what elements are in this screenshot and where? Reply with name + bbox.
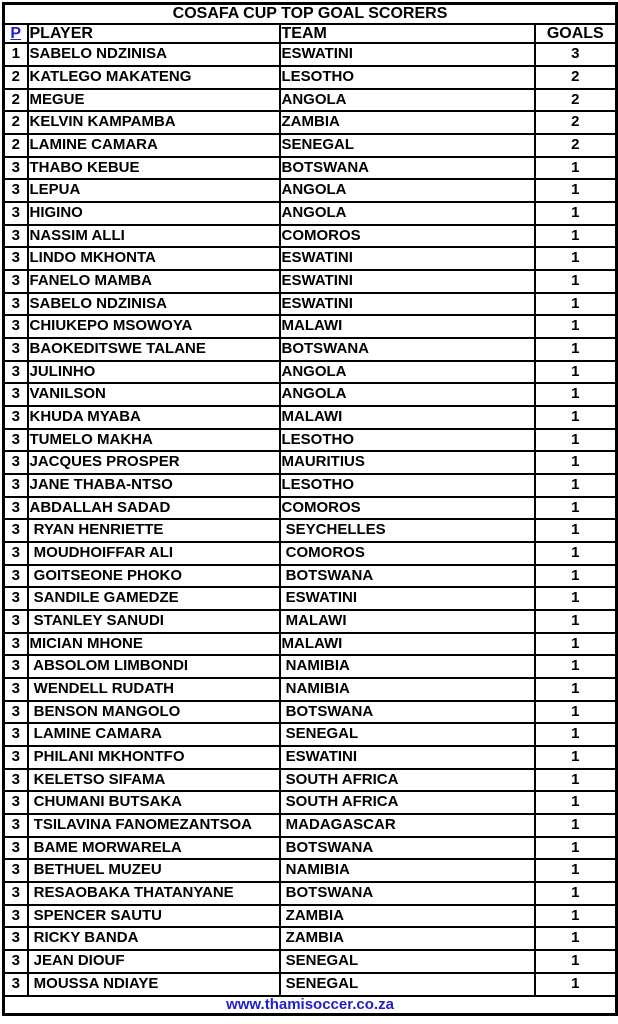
player-cell: PHILANI MKHONTFO [28,746,280,769]
position-cell: 3 [4,678,28,701]
team-cell: ANGOLA [280,361,535,384]
table-row [4,723,617,746]
goals-cell: 1 [535,383,617,406]
position-cell: 3 [4,814,28,837]
team-cell: MALAWI [280,610,535,633]
player-cell: THABO KEBUE [28,157,280,180]
player-cell: JULINHO [28,361,280,384]
team-cell: NAMIBIA [280,678,535,701]
position-cell: 3 [4,202,28,225]
position-cell: 3 [4,723,28,746]
position-cell: 3 [4,519,28,542]
team-cell: ESWATINI [280,270,535,293]
goals-cell: 1 [535,859,617,882]
goals-cell: 1 [535,202,617,225]
position-cell: 3 [4,610,28,633]
player-cell: KELETSO SIFAMA [28,769,280,792]
table-row [4,247,617,270]
player-cell: BAOKEDITSWE TALANE [28,338,280,361]
header-player: PLAYER [28,24,280,44]
goals-cell: 1 [535,429,617,452]
position-cell: 3 [4,497,28,520]
team-cell: SENEGAL [280,950,535,973]
table-row [4,973,617,996]
table-row [4,383,617,406]
player-cell: RYAN HENRIETTE [28,519,280,542]
table-row [4,882,617,905]
goals-cell: 2 [535,66,617,89]
table-row [4,701,617,724]
goals-cell: 1 [535,565,617,588]
player-cell: BAME MORWARELA [28,837,280,860]
player-cell: NASSIM ALLI [28,225,280,248]
goals-cell: 1 [535,791,617,814]
team-cell: MALAWI [280,633,535,656]
team-cell: LESOTHO [280,66,535,89]
goals-cell: 1 [535,406,617,429]
goals-cell: 1 [535,950,617,973]
goals-cell: 1 [535,655,617,678]
table-row [4,406,617,429]
player-cell: TUMELO MAKHA [28,429,280,452]
goals-cell: 1 [535,973,617,996]
position-cell: 3 [4,157,28,180]
team-cell: LESOTHO [280,429,535,452]
team-cell: ESWATINI [280,293,535,316]
team-cell: SENEGAL [280,723,535,746]
player-cell: MEGUE [28,89,280,112]
scorers-tbody [4,43,617,995]
table-row [4,451,617,474]
player-cell: KATLEGO MAKATENG [28,66,280,89]
goals-cell: 1 [535,610,617,633]
goals-cell: 1 [535,338,617,361]
website-link[interactable]: www.thamisoccer.co.za [226,995,394,1013]
goals-cell: 1 [535,451,617,474]
position-cell: 3 [4,905,28,928]
header-position [4,24,28,44]
team-cell: ZAMBIA [280,905,535,928]
table-row [4,587,617,610]
team-cell: BOTSWANA [280,882,535,905]
position-cell: 3 [4,315,28,338]
position-cell: 2 [4,134,28,157]
position-cell: 3 [4,587,28,610]
table-row [4,179,617,202]
table-row [4,565,617,588]
position-cell: 3 [4,247,28,270]
team-cell: NAMIBIA [280,655,535,678]
table-row [4,111,617,134]
player-cell: LINDO MKHONTA [28,247,280,270]
player-cell: BETHUEL MUZEU [28,859,280,882]
table-row [4,225,617,248]
table-row [4,927,617,950]
position-cell: 3 [4,270,28,293]
player-cell: LAMINE CAMARA [28,723,280,746]
table-row [4,950,617,973]
goals-cell: 1 [535,746,617,769]
goals-cell: 2 [535,111,617,134]
player-cell: ABSOLOM LIMBONDI [28,655,280,678]
player-cell: MOUDHOIFFAR ALI [28,542,280,565]
player-cell: HIGINO [28,202,280,225]
team-cell: COMOROS [280,542,535,565]
table-row [4,202,617,225]
goals-cell: 1 [535,701,617,724]
goals-cell: 1 [535,497,617,520]
table-row [4,134,617,157]
player-cell: LEPUA [28,179,280,202]
team-cell: MAURITIUS [280,451,535,474]
player-cell: SABELO NDZINISA [28,43,280,66]
team-cell: SENEGAL [280,134,535,157]
team-cell: ESWATINI [280,247,535,270]
goals-cell: 1 [535,905,617,928]
table-row [4,497,617,520]
team-cell: SOUTH AFRICA [280,769,535,792]
table-row [4,655,617,678]
goals-cell: 2 [535,134,617,157]
team-cell: NAMIBIA [280,859,535,882]
table-row [4,769,617,792]
goals-cell: 1 [535,587,617,610]
table-row [4,474,617,497]
team-cell: ANGOLA [280,383,535,406]
goals-cell: 1 [535,293,617,316]
table-row [4,905,617,928]
position-cell: 3 [4,429,28,452]
player-cell: KHUDA MYABA [28,406,280,429]
goals-cell: 1 [535,927,617,950]
table-row [4,293,617,316]
position-cell: 3 [4,927,28,950]
table-row [4,746,617,769]
player-cell: VANILSON [28,383,280,406]
player-cell: RICKY BANDA [28,927,280,950]
table-row [4,633,617,656]
player-cell: JACQUES PROSPER [28,451,280,474]
team-cell: BOTSWANA [280,837,535,860]
position-cell: 3 [4,406,28,429]
goals-cell: 1 [535,633,617,656]
goals-cell: 3 [535,43,617,66]
table-row [4,429,617,452]
player-cell: MOUSSA NDIAYE [28,973,280,996]
table-row [4,859,617,882]
team-cell: ZAMBIA [280,111,535,134]
table-row [4,361,617,384]
position-cell: 3 [4,542,28,565]
goals-cell: 1 [535,270,617,293]
position-cell: 3 [4,338,28,361]
team-cell: MADAGASCAR [280,814,535,837]
footer-row [4,996,617,1015]
position-cell: 3 [4,791,28,814]
goals-cell: 1 [535,225,617,248]
table-row [4,791,617,814]
position-cell: 3 [4,383,28,406]
player-cell: MICIAN MHONE [28,633,280,656]
player-cell: ABDALLAH SADAD [28,497,280,520]
team-cell: BOTSWANA [280,701,535,724]
player-cell: SPENCER SAUTU [28,905,280,928]
team-cell: COMOROS [280,497,535,520]
position-cell: 3 [4,950,28,973]
header-goals: GOALS [535,24,617,44]
goals-cell: 1 [535,882,617,905]
position-header-link[interactable]: P [10,24,22,42]
goals-cell: 1 [535,814,617,837]
team-cell: MALAWI [280,315,535,338]
goals-cell: 1 [535,542,617,565]
goals-cell: 1 [535,837,617,860]
team-cell: ESWATINI [280,43,535,66]
player-cell: LAMINE CAMARA [28,134,280,157]
header-row [4,24,617,44]
footer-cell [4,996,617,1015]
position-cell: 2 [4,66,28,89]
position-cell: 3 [4,474,28,497]
player-cell: SABELO NDZINISA [28,293,280,316]
position-cell: 3 [4,633,28,656]
team-cell: BOTSWANA [280,338,535,361]
table-row [4,678,617,701]
player-cell: RESAOBAKA THATANYANE [28,882,280,905]
team-cell: BOTSWANA [280,565,535,588]
position-cell: 3 [4,837,28,860]
goals-cell: 1 [535,157,617,180]
position-cell: 3 [4,655,28,678]
position-cell: 2 [4,111,28,134]
position-cell: 3 [4,225,28,248]
table-row [4,43,617,66]
team-cell: ESWATINI [280,587,535,610]
team-cell: ZAMBIA [280,927,535,950]
table-row [4,610,617,633]
player-cell: GOITSEONE PHOKO [28,565,280,588]
goals-cell: 1 [535,315,617,338]
team-cell: ANGOLA [280,179,535,202]
player-cell: TSILAVINA FANOMEZANTSOA [28,814,280,837]
position-cell: 3 [4,293,28,316]
position-cell: 3 [4,565,28,588]
goals-cell: 1 [535,361,617,384]
position-cell: 3 [4,361,28,384]
team-cell: COMOROS [280,225,535,248]
position-cell: 3 [4,973,28,996]
team-cell: SEYCHELLES [280,519,535,542]
team-cell: ESWATINI [280,746,535,769]
position-cell: 3 [4,882,28,905]
player-cell: BENSON MANGOLO [28,701,280,724]
player-cell: FANELO MAMBA [28,270,280,293]
table-row [4,338,617,361]
table-row [4,837,617,860]
goals-cell: 2 [535,89,617,112]
player-cell: SANDILE GAMEDZE [28,587,280,610]
position-cell: 3 [4,701,28,724]
player-cell: JEAN DIOUF [28,950,280,973]
goals-cell: 1 [535,678,617,701]
player-cell: CHIUKEPO MSOWOYA [28,315,280,338]
goals-cell: 1 [535,179,617,202]
table-title: COSAFA CUP TOP GOAL SCORERS [4,4,617,24]
player-cell: JANE THABA-NTSO [28,474,280,497]
goals-cell: 1 [535,723,617,746]
goals-cell: 1 [535,769,617,792]
top-scorers-table [2,2,618,1016]
team-cell: ANGOLA [280,89,535,112]
goals-cell: 1 [535,474,617,497]
position-cell: 2 [4,89,28,112]
table-row [4,315,617,338]
header-team: TEAM [280,24,535,44]
title-row [4,4,617,24]
team-cell: MALAWI [280,406,535,429]
table-row [4,519,617,542]
player-cell: STANLEY SANUDI [28,610,280,633]
position-cell: 3 [4,451,28,474]
position-cell: 3 [4,859,28,882]
team-cell: BOTSWANA [280,157,535,180]
position-cell: 3 [4,769,28,792]
table-row [4,270,617,293]
table-row [4,89,617,112]
table-row [4,542,617,565]
team-cell: ANGOLA [280,202,535,225]
position-cell: 3 [4,179,28,202]
player-cell: CHUMANI BUTSAKA [28,791,280,814]
player-cell: KELVIN KAMPAMBA [28,111,280,134]
team-cell: SENEGAL [280,973,535,996]
position-cell: 3 [4,746,28,769]
table-row [4,157,617,180]
goals-cell: 1 [535,247,617,270]
position-cell: 1 [4,43,28,66]
table-row [4,66,617,89]
player-cell: WENDELL RUDATH [28,678,280,701]
team-cell: SOUTH AFRICA [280,791,535,814]
goals-cell: 1 [535,519,617,542]
table-row [4,814,617,837]
team-cell: LESOTHO [280,474,535,497]
